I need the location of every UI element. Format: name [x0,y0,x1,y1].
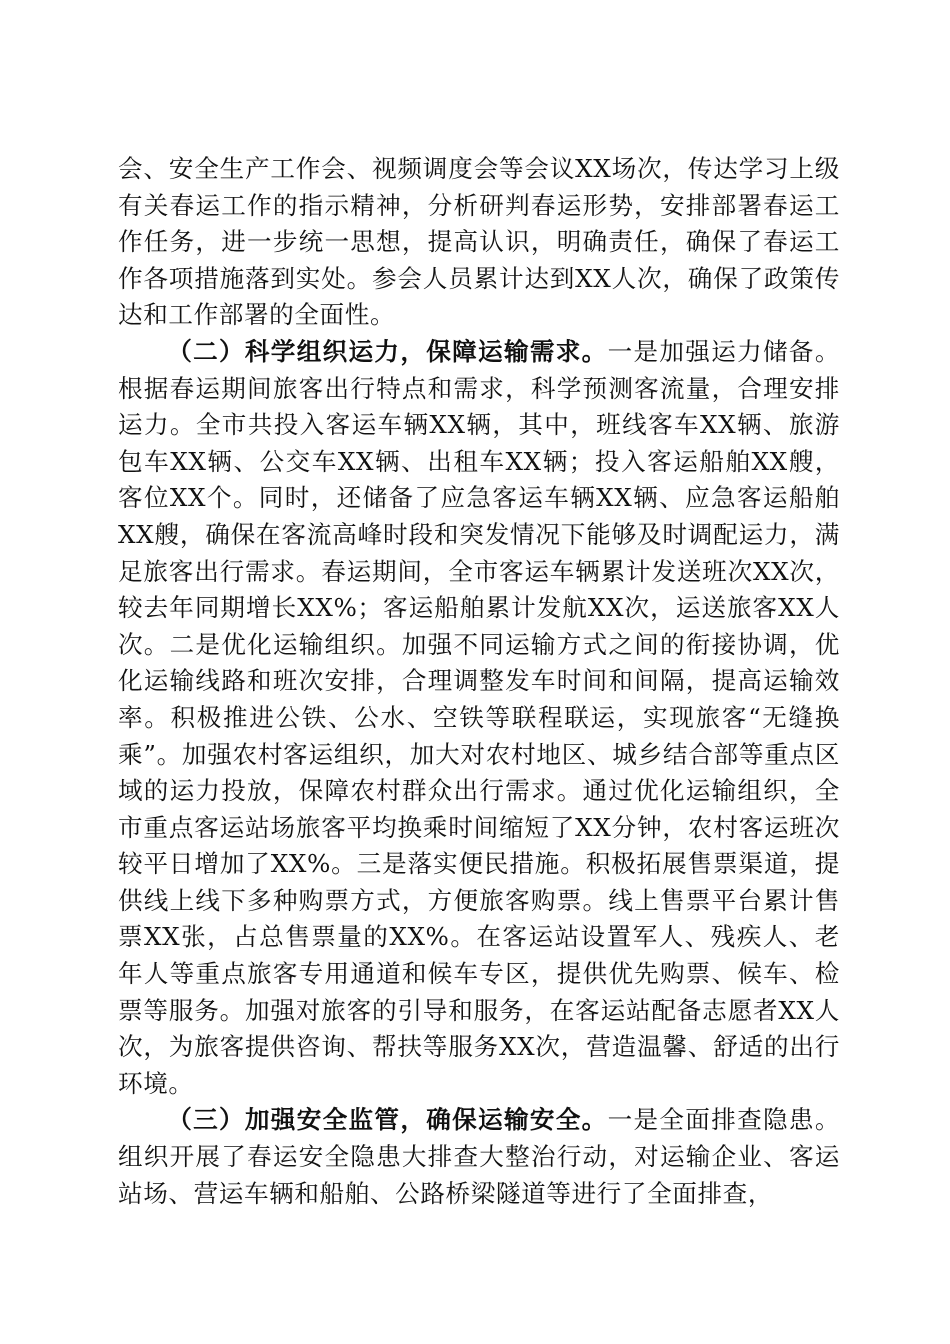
paragraph-3-body: 一是全面排查隐患。组织开展了春运安全隐患大排查大整治行动，对运输企业、客运站场、营运车辆和船舶、公路桥梁隧道等进行了全面排查， [118,1105,841,1208]
document-page [118,151,840,1212]
paragraph-1-body: 会、安全生产工作会、视频调度会等会议XX场次，传达学习上级有关春运工作的指示精神，分析研判春运形势，安排部署春运工作任务，进一步统一思想，提高认识，明确责任，确保了春运工作各项措施落到实处。参会人员累计达到XX人次，确保了政策传达和工作部署的全面性。 [118,154,840,330]
paragraph-2-body: 一是加强运力储备。根据春运期间旅客出行特点和需求，科学预测客流量，合理安排运力。全市共投入客运车辆XX辆，其中，班线客车XX辆、旅游包车XX辆、公交车XX辆、出租车XX辆；投入客运船舶XX艘，客位XX个。同时，还储备了应急客运车辆XX辆、应急客运船舶XX艘，确保在客流高峰时段和突发情况下能够及时调配运力，满足旅客出行需求。春运期间，全市客运车辆累计发送班次XX次，较去年同期增长XX%；客运船舶累计发航XX次，运送旅客XX人次。二是优化运输组织。加强不同运输方式之间的衔接协调，优化运输线路和班次安排，合理调整发车时间和间隔，提高运输效率。积极推进公铁、公水、空铁等联程联运，实现旅客“无缝换乘”。加强农村客运组织，加大对农村地区、城乡结合部等重点区域的运力投放，保障农村群众出行需求。通过优化运输组织，全市重点客运站场旅客平均换乘时间缩短了XX分钟，农村客运班次较平日增加了XX%。三是落实便民措施。积极拓展售票渠道，提供线上线下多种购票方式，方便旅客购票。线上售票平台累计售票XX张，占总售票量的XX%。在客运站设置军人、残疾人、老年人等重点旅客专用通道和候车专区，提供优先购票、候车、检票等服务。加强对旅客的引导和服务，在客运站配备志愿者XX人次，为旅客提供咨询、帮扶等服务XX次，营造温馨、舒适的出行环境。 [118,336,841,1098]
section-heading-3: （三）加强安全监管，确保运输安全。 [167,1105,608,1135]
paragraph-1 [118,151,840,334]
section-heading-2: （二）科学组织运力，保障运输需求。 [167,336,608,366]
paragraph-3 [118,1102,840,1212]
paragraph-2 [118,334,840,1102]
